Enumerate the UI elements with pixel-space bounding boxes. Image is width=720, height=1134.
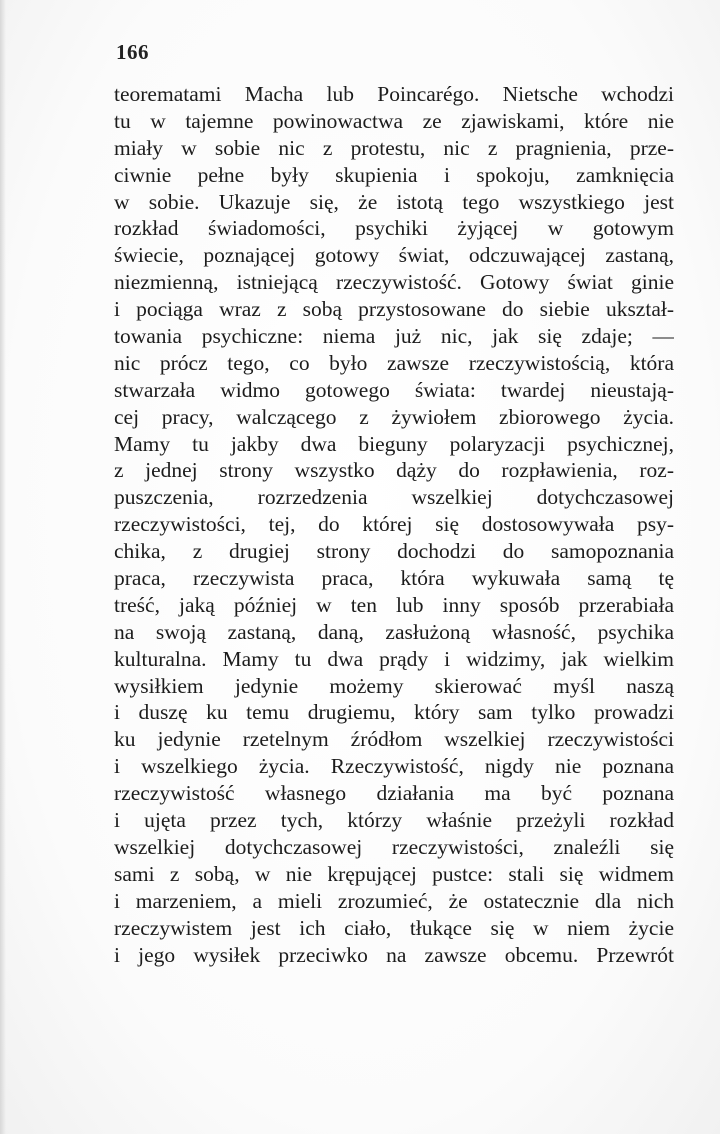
text-line: nic prócz tego, co było zawsze rzeczywistością, która	[114, 350, 674, 375]
text-line: rzeczywistości, tej, do której się dostosowywała psy-	[114, 512, 674, 537]
text-line: na swoją zastaną, daną, zasłużoną własność, psychika	[114, 619, 674, 644]
text-line: niezmienną, istniejącą rzeczywistość. Gotowy świat ginie	[114, 270, 674, 295]
text-line: i marzeniem, a mieli zrozumieć, że ostatecznie dla nich	[114, 888, 674, 913]
text-line: i ujęta przez tych, którzy właśnie przeżyli rozkład	[114, 808, 674, 833]
text-line: stwarzała widmo gotowego świata: twardej nieustają-	[114, 377, 674, 402]
text-line: rzeczywistość własnego działania ma być poznana	[114, 781, 674, 806]
text-line: treść, jaką później w ten lub inny sposób przerabiała	[114, 592, 674, 617]
body-text	[114, 81, 674, 968]
text-line: w sobie. Ukazuje się, że istotą tego wszystkiego jest	[114, 189, 674, 214]
text-line: Mamy tu jakby dwa bieguny polaryzacji psychicznej,	[114, 431, 674, 456]
text-line: świecie, poznającej gotowy świat, odczuwającej zastaną,	[114, 243, 674, 268]
text-line: sami z sobą, w nie krępującej pustce: stali się widmem	[114, 861, 674, 886]
text-line: teorematami Macha lub Poincarégo. Nietsche wchodzi	[114, 82, 674, 106]
text-line: wszelkiej dotychczasowej rzeczywistości, znaleźli się	[114, 834, 674, 859]
text-line: rozkład świadomości, psychiki żyjącej w gotowym	[114, 216, 674, 241]
text-line: chika, z drugiej strony dochodzi do samopoznania	[114, 539, 674, 564]
text-line: i jego wysiłek przeciwko na zawsze obcemu. Przewrót	[114, 942, 674, 967]
text-line: ciwnie pełne były skupienia i spokoju, zamknięcia	[114, 162, 674, 187]
text-line: i duszę ku temu drugiemu, który sam tylko prowadzi	[114, 700, 674, 725]
text-line: wysiłkiem jedynie możemy skierować myśl naszą	[114, 673, 674, 698]
text-line: kulturalna. Mamy tu dwa prądy i widzimy, jak wielkim	[114, 646, 674, 671]
text-line: i pociąga wraz z sobą przystosowane do siebie ukształ-	[114, 297, 674, 322]
text-line: i wszelkiego życia. Rzeczywistość, nigdy nie poznana	[114, 754, 674, 779]
text-line: praca, rzeczywista praca, która wykuwała samą tę	[114, 566, 674, 591]
page-number: 166	[116, 40, 149, 64]
text-line: ku jedynie rzetelnym źródłom wszelkiej rzeczywistości	[114, 727, 674, 752]
page-edge-shadow	[0, 0, 6, 1134]
text-line: cej pracy, walczącego z żywiołem zbiorowego życia.	[114, 404, 674, 429]
text-line: towania psychiczne: niema już nic, jak się zdaje; —	[114, 324, 674, 349]
text-line: miały w sobie nic z protestu, nic z pragnienia, prze-	[114, 135, 674, 160]
text-line: rzeczywistem jest ich ciało, tłukące się w niem życie	[114, 915, 674, 940]
text-line: z jednej strony wszystko dąży do rozpławienia, roz-	[114, 458, 674, 483]
text-line: tu w tajemne powinowactwa ze zjawiskami, które nie	[114, 108, 674, 133]
text-line: puszczenia, rozrzedzenia wszelkiej dotychczasowej	[114, 485, 674, 510]
